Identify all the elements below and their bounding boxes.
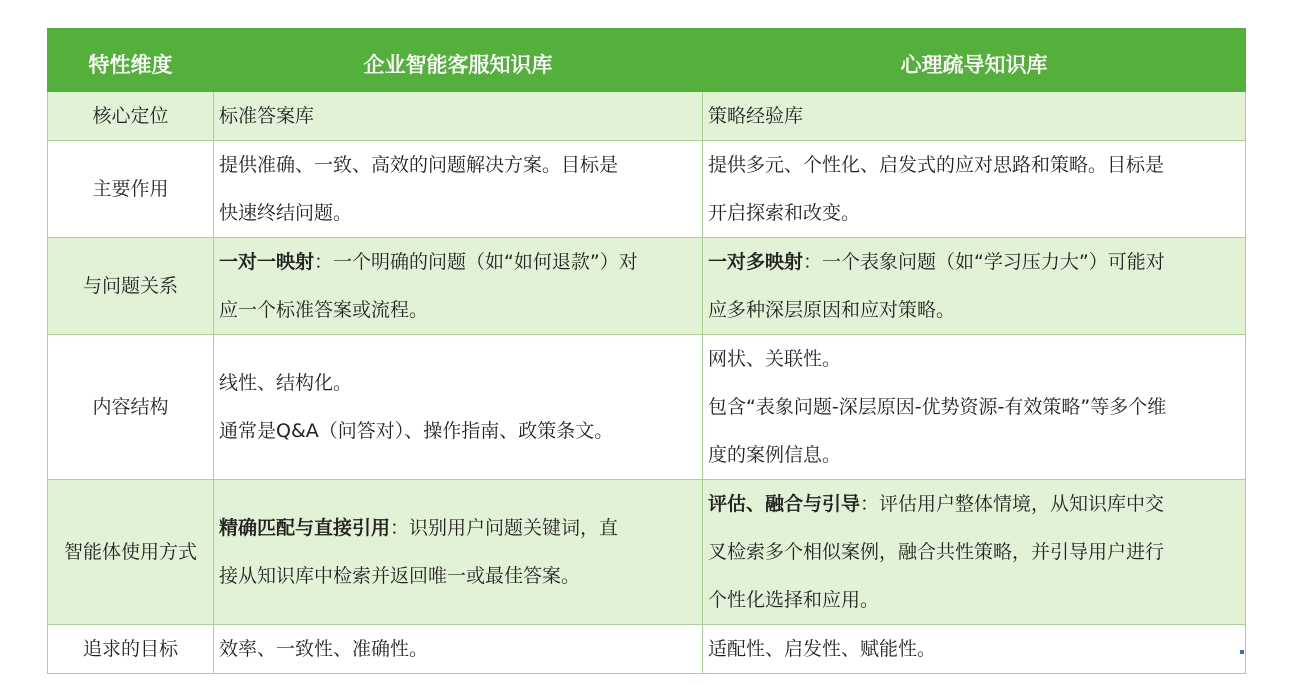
cell-line: 快速终结问题。: [219, 202, 353, 224]
cell-line: 包含“表象问题-深层原因-优势资源-有效策略”等多个维: [708, 396, 1167, 418]
cell-text: 策略经验库: [708, 105, 804, 127]
cell-line: 网状、关联性。: [708, 348, 842, 370]
table-row: [48, 480, 1246, 625]
dimension-cell: 主要作用: [48, 141, 214, 238]
cell-line: [219, 504, 696, 552]
header-row: [48, 29, 1246, 92]
cell-bold-term: 评估、融合与引导: [708, 493, 861, 515]
cell-text: ：评估用户整体情境，从知识库中交: [860, 493, 1165, 515]
header-psychology: 心理疏导知识库: [703, 29, 1246, 92]
cell-line: 线性、结构化。: [219, 372, 353, 394]
cell-line: [708, 480, 1239, 528]
resize-handle[interactable]: [1240, 650, 1244, 654]
header-enterprise: 企业智能客服知识库: [214, 29, 703, 92]
cell-line: 接从知识库中检索并返回唯一或最佳答案。: [219, 565, 581, 587]
cell-line: 应多种深层原因和应对策略。: [708, 299, 956, 321]
table-row: [48, 625, 1246, 674]
table-row: [48, 141, 1246, 238]
cell-text: ：识别用户问题关键词，直: [390, 517, 619, 539]
cell-text: 适配性、启发性、赋能性。: [708, 638, 937, 660]
table-row: [48, 238, 1246, 335]
enterprise-cell: [214, 480, 703, 625]
cell-line: [708, 625, 1239, 673]
psychology-cell: [703, 238, 1246, 335]
cell-line: 开启探索和改变。: [708, 202, 861, 224]
table-row: [48, 92, 1246, 141]
cell-line: [708, 92, 1239, 140]
psychology-cell: [703, 480, 1246, 625]
cell-line: [219, 625, 696, 673]
cell-line: [219, 238, 696, 286]
enterprise-cell: [214, 238, 703, 335]
psychology-cell: [703, 141, 1246, 238]
dimension-cell: 与问题关系: [48, 238, 214, 335]
cell-text: 标准答案库: [219, 105, 315, 127]
psychology-cell: [703, 335, 1246, 480]
enterprise-cell: [214, 625, 703, 674]
dimension-cell: 核心定位: [48, 92, 214, 141]
enterprise-cell: [214, 92, 703, 141]
enterprise-cell: [214, 335, 703, 480]
cell-line: [219, 92, 696, 140]
cell-bold-term: 一对多映射: [708, 251, 804, 273]
cell-text: 效率、一致性、准确性。: [219, 638, 429, 660]
cell-line: 度的案例信息。: [708, 444, 842, 466]
cell-line: 提供多元、个性化、启发式的应对思路和策略。目标是: [708, 154, 1165, 176]
header-dimension: 特性维度: [48, 29, 214, 92]
psychology-cell: [703, 625, 1246, 674]
enterprise-cell: [214, 141, 703, 238]
cell-line: 应一个标准答案或流程。: [219, 299, 429, 321]
comparison-table: [47, 28, 1246, 674]
cell-bold-term: 精确匹配与直接引用: [219, 517, 391, 539]
dimension-cell: 智能体使用方式: [48, 480, 214, 625]
cell-text: ：一个明确的问题（如“如何退款”）对: [314, 251, 638, 273]
cell-line: 叉检索多个相似案例，融合共性策略，并引导用户进行: [708, 541, 1165, 563]
psychology-cell: [703, 92, 1246, 141]
cell-line: 通常是Q&A（问答对）、操作指南、政策条文。: [219, 420, 614, 442]
cell-text: ：一个表象问题（如“学习压力大”）可能对: [803, 251, 1165, 273]
table-row: [48, 335, 1246, 480]
cell-line: 个性化选择和应用。: [708, 589, 880, 611]
cell-line: [708, 238, 1239, 286]
cell-bold-term: 一对一映射: [219, 251, 315, 273]
dimension-cell: 追求的目标: [48, 625, 214, 674]
dimension-cell: 内容结构: [48, 335, 214, 480]
cell-line: 提供准确、一致、高效的问题解决方案。目标是: [219, 154, 619, 176]
